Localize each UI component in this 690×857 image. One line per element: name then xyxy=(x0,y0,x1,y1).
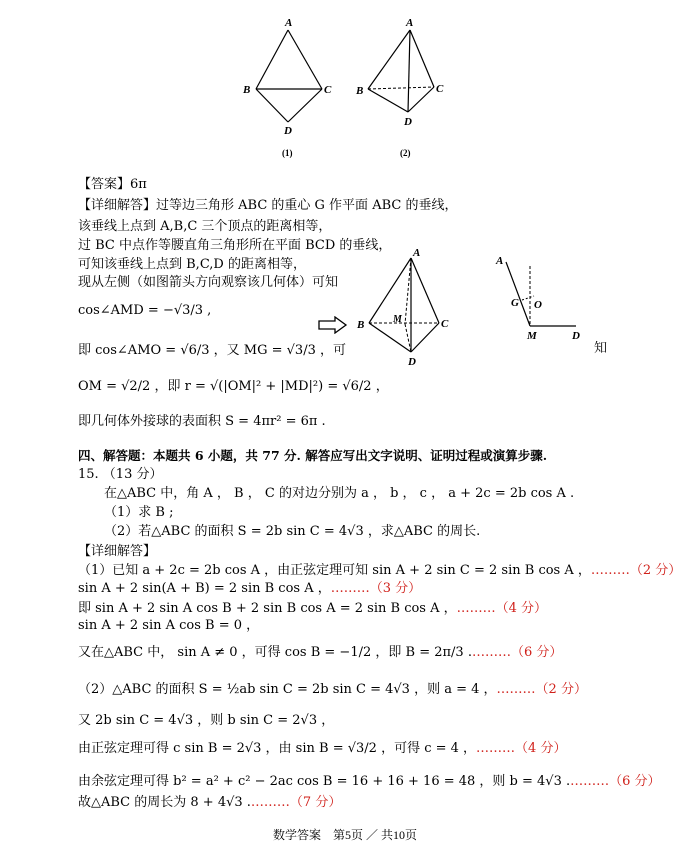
answer-line xyxy=(78,176,147,194)
question-number: 15. （13 分） xyxy=(78,467,163,482)
answer-label: 【答案】 xyxy=(78,177,131,192)
fig2-caption: (2) xyxy=(400,148,411,158)
cos-amo-line: 即 cos∠AMO = √6/3 ，又 MG = √3/3 ，可 xyxy=(78,343,346,358)
fig3-label-c: C xyxy=(441,318,449,330)
fig3-label-b: B xyxy=(357,319,365,331)
fig2-label-c: C xyxy=(436,83,444,95)
question-part-1: （1）求 B ; xyxy=(104,505,174,520)
section-heading: 四、解答题：本题共 6 小题，共 77 分. 解答应写出文字说明、证明过程或演算步骤. xyxy=(78,448,548,463)
solution-text-10: 故△ABC 的周长为 8 + 4√3 . xyxy=(78,795,251,810)
score-2: ………（3 分） xyxy=(330,581,422,596)
solution-text-5: 又在△ABC 中， sin A ≠ 0 ，可得 cos B = −1/2 ，即 B = 2π/3 . xyxy=(78,645,472,660)
solution-line-7 xyxy=(78,712,334,730)
page-footer: 数学答案 第5页 ／ 共10页 xyxy=(272,828,417,842)
solution-line-10 xyxy=(78,794,341,812)
fig4-label-g: G xyxy=(511,297,519,309)
solution-line-8 xyxy=(78,740,566,758)
view-arrow-icon xyxy=(318,316,348,334)
score-3: ………（4 分） xyxy=(456,601,548,616)
figure-2 xyxy=(352,12,462,162)
score-10: ………（7 分） xyxy=(250,795,342,810)
solution-text-2: sin A + 2 sin(A + B) = 2 sin B cos A ， xyxy=(78,581,331,596)
detail-text-1: 过等边三角形 ABC 的重心 G 作平面 ABC 的垂线， xyxy=(156,198,458,213)
fig1-caption: (1) xyxy=(282,148,293,158)
fig3-label-a: A xyxy=(413,247,421,259)
solution-line-9 xyxy=(78,773,661,791)
question-text: 在△ABC 中，角 A ， B ， C 的对边分别为 a ， b ， c ， a + 2c = 2b cos A . xyxy=(104,486,575,501)
solution-line-3 xyxy=(78,600,547,618)
om-line: OM = √2/2 ，即 r = √(|OM|² + |MD|²) = √6/2 ， xyxy=(78,379,389,394)
trailing-zhi: 知 xyxy=(594,341,608,356)
solution-text-9: 由余弦定理可得 b² = a² + c² − 2ac cos B = 16 + 16 + 16 = 48 ，则 b = 4√3 . xyxy=(78,774,571,789)
detail-line-1 xyxy=(78,197,457,215)
detail-label: 【详细解答】 xyxy=(78,198,157,213)
solution-line-1 xyxy=(78,562,681,580)
detail-line-2: 该垂线上点到 A,B,C 三个顶点的距离相等， xyxy=(78,219,332,234)
fig4-label-a: A xyxy=(496,255,504,267)
fig1-label-b: B xyxy=(243,84,251,96)
detail-line-3: 过 BC 中点作等腰直角三角形所在平面 BCD 的垂线， xyxy=(78,238,392,253)
solution-line-6 xyxy=(78,681,587,699)
question-part-2: （2）若△ABC 的面积 S = 2b sin C = 4√3 ，求△ABC 的周长. xyxy=(104,524,481,539)
score-5: ………（6 分） xyxy=(471,645,563,660)
solution-text-8: 由正弦定理可得 c sin B = 2√3 ，由 sin B = √3/2 ，可得 c = 4 ， xyxy=(78,741,477,756)
detail-line-4: 可知该垂线上点到 B,C,D 的距离相等， xyxy=(78,257,306,272)
solution-line-4 xyxy=(78,617,259,635)
fig1-label-c: C xyxy=(324,84,332,96)
fig1-label-d: D xyxy=(284,125,292,137)
surface-line: 即几何体外接球的表面积 S = 4πr² = 6π . xyxy=(78,414,326,429)
fig1-label-a: A xyxy=(285,17,293,29)
solution-text-4: sin A + 2 sin A cos B = 0 ， xyxy=(78,618,260,633)
solution-text-3: 即 sin A + 2 sin A cos B + 2 sin B cos A = 2 sin B cos A ， xyxy=(78,601,457,616)
score-6: ………（2 分） xyxy=(496,682,587,697)
score-8: ………（4 分） xyxy=(476,741,567,756)
detail-line-5: 现从左侧（如图箭头方向观察该几何体）可知 xyxy=(78,275,339,290)
cos-amd-line: cos∠AMD = −√3/3 , xyxy=(78,303,212,318)
fig4-label-o: O xyxy=(534,299,542,311)
figure-4 xyxy=(492,250,592,342)
fig3-label-m: M xyxy=(393,314,402,325)
fig4-label-d: D xyxy=(572,330,580,342)
score-9: ………（6 分） xyxy=(570,774,661,789)
fig3-label-d: D xyxy=(408,356,416,368)
fig2-label-a: A xyxy=(406,17,414,29)
solution-text-1: （1）已知 a + 2c = 2b cos A ，由正弦定理可知 sin A + 2 sin C = 2 sin B cos A ， xyxy=(78,563,591,578)
solution-line-2 xyxy=(78,580,421,598)
figure-1 xyxy=(240,12,340,162)
solution-detail-label: 【详细解答】 xyxy=(78,544,157,559)
fig4-label-m: M xyxy=(527,330,537,342)
solution-text-6: （2）△ABC 的面积 S = ½ab sin C = 2b sin C = 4√3 ，则 a = 4 ， xyxy=(78,682,497,697)
answer-value: 6π xyxy=(130,177,147,192)
fig2-label-d: D xyxy=(404,116,412,128)
fig2-label-b: B xyxy=(356,85,364,97)
score-1: ………（2 分） xyxy=(590,563,682,578)
solution-line-5 xyxy=(78,644,562,662)
figure-3 xyxy=(355,246,455,370)
solution-text-7: 又 2b sin C = 4√3 ，则 b sin C = 2√3 ， xyxy=(78,713,335,728)
